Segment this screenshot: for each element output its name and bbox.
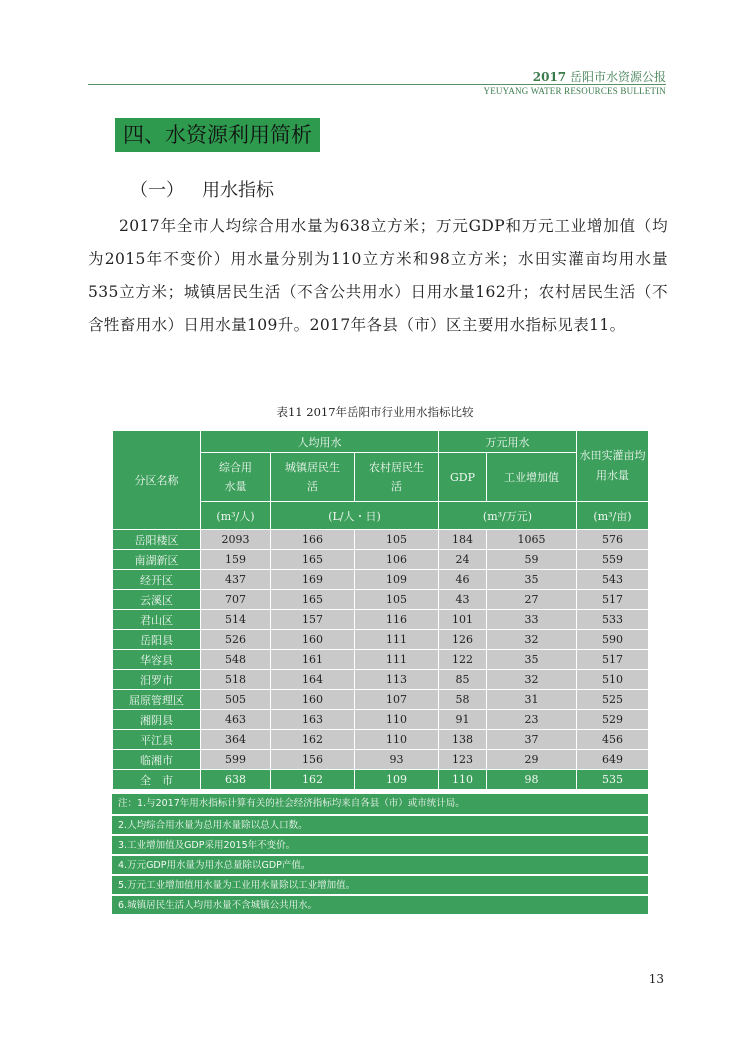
unit-per-wanyuan: (m³/万元): [439, 502, 577, 530]
value-cell: 1065: [487, 530, 577, 550]
value-cell: 32: [487, 630, 577, 650]
value-cell: 166: [271, 530, 355, 550]
region-name-cell: 经开区: [113, 570, 201, 590]
table-row: [113, 530, 649, 550]
table-notes: [112, 794, 648, 916]
value-cell: 161: [271, 650, 355, 670]
header-rural: 农村居民生活: [355, 453, 439, 502]
value-cell: 91: [439, 710, 487, 730]
region-name-cell: 汨罗市: [113, 670, 201, 690]
table-caption: 表11 2017年岳阳市行业用水指标比较: [276, 405, 474, 419]
table-row: [113, 750, 649, 770]
value-cell: 707: [201, 590, 271, 610]
value-cell: 85: [439, 670, 487, 690]
value-cell: 59: [487, 550, 577, 570]
total-value-cell: 110: [439, 770, 487, 790]
total-value-cell: 638: [201, 770, 271, 790]
header-subtitle: YEUYANG WATER RESOURCES BULLETIN: [483, 86, 666, 96]
table-note: 6.城镇居民生活人均用水量不含城镇公共用水。: [112, 896, 648, 916]
table-row: [113, 730, 649, 750]
table-row: [113, 590, 649, 610]
value-cell: 184: [439, 530, 487, 550]
value-cell: 105: [355, 590, 439, 610]
value-cell: 160: [271, 690, 355, 710]
value-cell: 164: [271, 670, 355, 690]
value-cell: 463: [201, 710, 271, 730]
value-cell: 159: [201, 550, 271, 570]
value-cell: 165: [271, 550, 355, 570]
value-cell: 111: [355, 650, 439, 670]
header-title: [533, 68, 666, 85]
header-per-capita: 人均用水: [201, 431, 439, 453]
region-name-cell: 湘阴县: [113, 710, 201, 730]
table-row: [113, 670, 649, 690]
value-cell: 46: [439, 570, 487, 590]
header-industry: 工业增加值: [487, 453, 577, 502]
table-row: [113, 550, 649, 570]
value-cell: 58: [439, 690, 487, 710]
value-cell: 157: [271, 610, 355, 630]
value-cell: 518: [201, 670, 271, 690]
table-row: [113, 690, 649, 710]
value-cell: 138: [439, 730, 487, 750]
header-gdp: GDP: [439, 453, 487, 502]
region-name-cell: 君山区: [113, 610, 201, 630]
table-row: [113, 630, 649, 650]
value-cell: 437: [201, 570, 271, 590]
region-name-cell: 华容县: [113, 650, 201, 670]
value-cell: 590: [577, 630, 649, 650]
value-cell: 113: [355, 670, 439, 690]
value-cell: 109: [355, 570, 439, 590]
value-cell: 649: [577, 750, 649, 770]
table-row: [113, 570, 649, 590]
unit-per-person: (m³/人): [201, 502, 271, 530]
value-cell: 576: [577, 530, 649, 550]
value-cell: 514: [201, 610, 271, 630]
header-urban: 城镇居民生活: [271, 453, 355, 502]
value-cell: 111: [355, 630, 439, 650]
value-cell: 543: [577, 570, 649, 590]
value-cell: 160: [271, 630, 355, 650]
water-use-table: [112, 430, 649, 790]
value-cell: 517: [577, 590, 649, 610]
value-cell: 106: [355, 550, 439, 570]
value-cell: 27: [487, 590, 577, 610]
table-row: [113, 650, 649, 670]
table-row: [113, 610, 649, 630]
value-cell: 559: [577, 550, 649, 570]
header-year: 2017: [532, 70, 567, 84]
value-cell: 24: [439, 550, 487, 570]
table-note: 5.万元工业增加值用水量为工业用水量除以工业增加值。: [112, 876, 648, 896]
body-paragraph: [88, 210, 668, 342]
total-value-cell: 535: [577, 770, 649, 790]
region-name-cell: 南湖新区: [113, 550, 201, 570]
region-name-cell: 云溪区: [113, 590, 201, 610]
header-wanyuan: 万元用水: [439, 431, 577, 453]
table-note: 3.工业增加值及GDP采用2015年不变价。: [112, 836, 648, 856]
value-cell: 35: [487, 570, 577, 590]
table-note: 2.人均综合用水量为总用水量除以总人口数。: [112, 816, 648, 836]
total-value-cell: 162: [271, 770, 355, 790]
region-name-cell: 岳阳楼区: [113, 530, 201, 550]
value-cell: 105: [355, 530, 439, 550]
table-note: 4.万元GDP用水量为用水总量除以GDP产值。: [112, 856, 648, 876]
region-name-cell: 临湘市: [113, 750, 201, 770]
total-value-cell: 109: [355, 770, 439, 790]
value-cell: 156: [271, 750, 355, 770]
unit-per-mu: (m³/亩): [577, 502, 649, 530]
section-title: 四、水资源利用简析: [115, 118, 320, 152]
table-total-row: [113, 770, 649, 790]
value-cell: 525: [577, 690, 649, 710]
total-value-cell: 98: [487, 770, 577, 790]
value-cell: 165: [271, 590, 355, 610]
table-note: 注：1.与2017年用水指标计算有关的社会经济指标均来自各县（市）或市统计局。: [112, 794, 648, 816]
value-cell: 93: [355, 750, 439, 770]
value-cell: 116: [355, 610, 439, 630]
header-rule: [88, 84, 666, 85]
value-cell: 510: [577, 670, 649, 690]
value-cell: 107: [355, 690, 439, 710]
value-cell: 548: [201, 650, 271, 670]
header-title-text: 岳阳市水资源公报: [569, 70, 666, 84]
value-cell: 533: [577, 610, 649, 630]
value-cell: 29: [487, 750, 577, 770]
value-cell: 23: [487, 710, 577, 730]
value-cell: 456: [577, 730, 649, 750]
value-cell: 2093: [201, 530, 271, 550]
value-cell: 110: [355, 710, 439, 730]
page-number: 13: [648, 972, 664, 986]
value-cell: 526: [201, 630, 271, 650]
value-cell: 529: [577, 710, 649, 730]
total-label-cell: 全 市: [113, 770, 201, 790]
header-paddy: 水田实灌亩均用水量: [577, 431, 649, 502]
value-cell: 123: [439, 750, 487, 770]
header-comprehensive: 综合用水量: [201, 453, 271, 502]
paragraph-text: 2017年全市人均综合用水量为638立方米；万元GDP和万元工业增加值（均为2015年不变价）用水量分别为110立方米和98立方米；水田实灌亩均用水量535立方米；城镇居民生活（不含公共用水）日用水量162升；农村居民生活（不含牲畜用水）日用水量109升。2017年各县（市）区主要用水指标见表11。: [88, 217, 668, 334]
value-cell: 110: [355, 730, 439, 750]
region-name-cell: 平江县: [113, 730, 201, 750]
value-cell: 599: [201, 750, 271, 770]
value-cell: 32: [487, 670, 577, 690]
value-cell: 169: [271, 570, 355, 590]
header-region: 分区名称: [113, 431, 201, 530]
region-name-cell: 岳阳县: [113, 630, 201, 650]
value-cell: 37: [487, 730, 577, 750]
value-cell: 517: [577, 650, 649, 670]
value-cell: 43: [439, 590, 487, 610]
value-cell: 31: [487, 690, 577, 710]
value-cell: 162: [271, 730, 355, 750]
value-cell: 35: [487, 650, 577, 670]
value-cell: 505: [201, 690, 271, 710]
value-cell: 101: [439, 610, 487, 630]
value-cell: 33: [487, 610, 577, 630]
subsection-title: 用水指标: [202, 180, 274, 201]
value-cell: 163: [271, 710, 355, 730]
region-name-cell: 屈原管理区: [113, 690, 201, 710]
value-cell: 122: [439, 650, 487, 670]
value-cell: 126: [439, 630, 487, 650]
value-cell: 364: [201, 730, 271, 750]
unit-liter-per-day: (L/人・日): [271, 502, 439, 530]
table-row: [113, 710, 649, 730]
subsection-number: （一）: [130, 180, 184, 201]
subsection-heading: [130, 176, 292, 202]
